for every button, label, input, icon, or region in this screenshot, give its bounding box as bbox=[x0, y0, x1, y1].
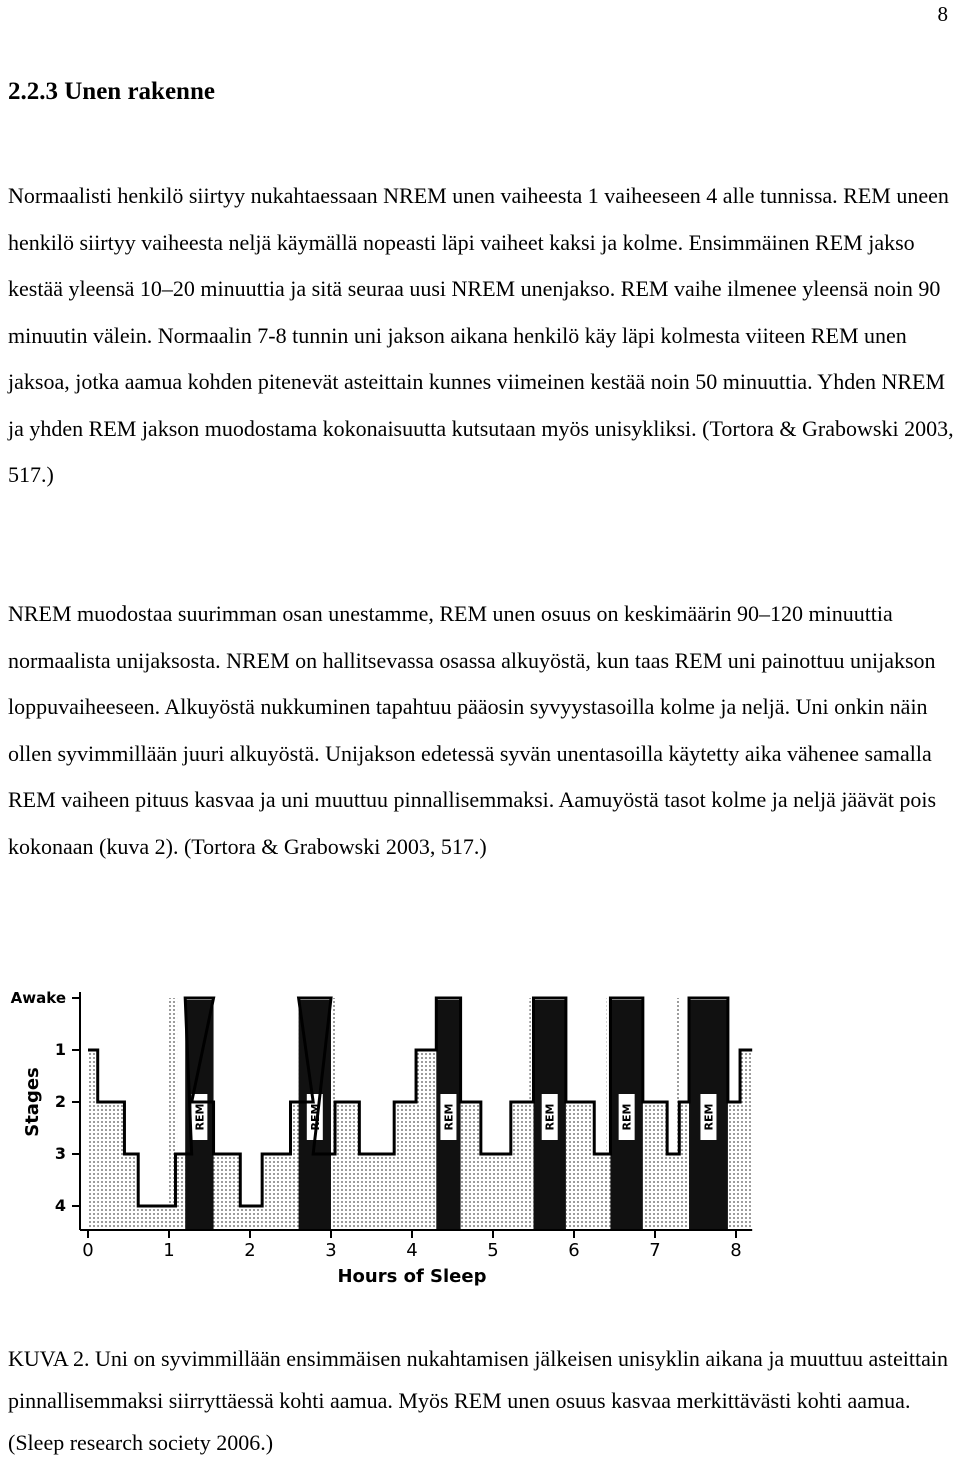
nrem-segment bbox=[394, 1102, 416, 1230]
x-tick-label: 5 bbox=[487, 1240, 499, 1261]
x-tick-label: 4 bbox=[406, 1240, 418, 1261]
x-tick-label: 3 bbox=[325, 1240, 337, 1261]
y-tick-label: 1 bbox=[54, 1040, 66, 1059]
page-number: 8 bbox=[937, 2, 948, 26]
y-axis-title: Stages bbox=[22, 1067, 43, 1137]
paragraph-1: Normaalisti henkilö siirtyy nukahtaessaan NREM unen vaiheesta 1 vaiheeseen 4 alle tunnissa. REM uneen henkilö siirtyy vaiheesta neljä käymällä nopeasti läpi vaiheet kaksi ja kolme. Ensimmäinen REM jakso kestää yleensä 10–20 minuuttia ja sitä seuraa uusi NREM unenjakso. REM vaihe ilmenee yleensä noin 90 minuutin välein. Normaalin 7-8 tunnin uni jakson aikana henkilö käy läpi kolmesta viiteen REM unen jaksoa, jotka aamua kohden pitenevät asteittain kunnes viimeinen kestää noin 50 minuuttia. Yhden NREM ja yhden REM jakson muodostama kokonaisuutta kutsutaan myös unisykliksi. (Tortora & Grabowski 2003, 517.) bbox=[8, 183, 954, 487]
nrem-segment bbox=[740, 1050, 752, 1230]
nrem-segment bbox=[643, 1102, 667, 1230]
nrem-segment bbox=[461, 1102, 481, 1230]
section-heading: 2.2.3 Unen rakenne bbox=[8, 78, 215, 105]
nrem-segment bbox=[566, 1102, 594, 1230]
y-tick-label: 4 bbox=[54, 1196, 66, 1215]
nrem-segment bbox=[481, 1154, 511, 1230]
x-tick-label: 1 bbox=[163, 1240, 175, 1261]
x-tick-label: 0 bbox=[82, 1240, 94, 1261]
x-tick-label: 2 bbox=[244, 1240, 256, 1261]
x-axis-title: Hours of Sleep bbox=[337, 1266, 487, 1287]
x-tick-label: 8 bbox=[730, 1240, 742, 1261]
sleep-stages-chart bbox=[0, 968, 770, 1328]
sleep-stages-svg bbox=[0, 968, 770, 1328]
rem-label: REM bbox=[620, 1103, 634, 1131]
rem-label: REM bbox=[702, 1103, 716, 1131]
nrem-segment bbox=[262, 1154, 290, 1230]
nrem-segment bbox=[98, 1102, 125, 1230]
nrem-segment bbox=[214, 1154, 241, 1230]
x-tick-label: 6 bbox=[568, 1240, 580, 1261]
nrem-segment bbox=[728, 1102, 740, 1230]
figure-caption: KUVA 2. Uni on syvimmillään ensimmäisen nukahtamisen jälkeisen unisyklin aikana ja muuttuu asteittain pinnallisemmaksi siirryttäessä kohti aamua. Myös REM unen osuus kasvaa merkittävästi kohti aamua. (Sleep research society 2006.) bbox=[8, 1346, 948, 1455]
x-tick-label: 7 bbox=[649, 1240, 661, 1261]
nrem-segment bbox=[335, 1102, 359, 1230]
nrem-segment bbox=[124, 1154, 138, 1230]
nrem-segment bbox=[138, 1206, 157, 1230]
paragraph-2: NREM muodostaa suurimman osan unestamme, REM unen osuus on keskimäärin 90–120 minuuttia normaalista unijaksosta. NREM on hallitsevassa osassa alkuyöstä, kun taas REM uni painottuu unijakson loppuvaiheeseen. Alkuyöstä nukkuminen tapahtuu pääosin syvyystasoilla kolme ja neljä. Uni onkin näin ollen syvimmillään juuri alkuyöstä. Unijakson edetessä syvän unentasoilla käytetty aika vähenee samalla REM vaiheen pituus kasvaa ja uni muuttuu pinnallisemmaksi. Aamuyöstä tasot kolme ja neljä jäävät pois kokonaan (kuva 2). (Tortora & Grabowski 2003, 517.) bbox=[8, 601, 937, 859]
nrem-segment bbox=[416, 1050, 436, 1230]
nrem-segment bbox=[240, 1206, 262, 1230]
y-tick-label: Awake bbox=[10, 989, 66, 1007]
y-tick-label: 2 bbox=[54, 1092, 66, 1111]
rem-label: REM bbox=[442, 1103, 456, 1131]
y-tick-label: 3 bbox=[54, 1144, 66, 1163]
nrem-segment bbox=[359, 1154, 394, 1230]
rem-label: REM bbox=[193, 1103, 207, 1131]
rem-label: REM bbox=[543, 1103, 557, 1131]
rem-label: REM bbox=[308, 1103, 322, 1131]
